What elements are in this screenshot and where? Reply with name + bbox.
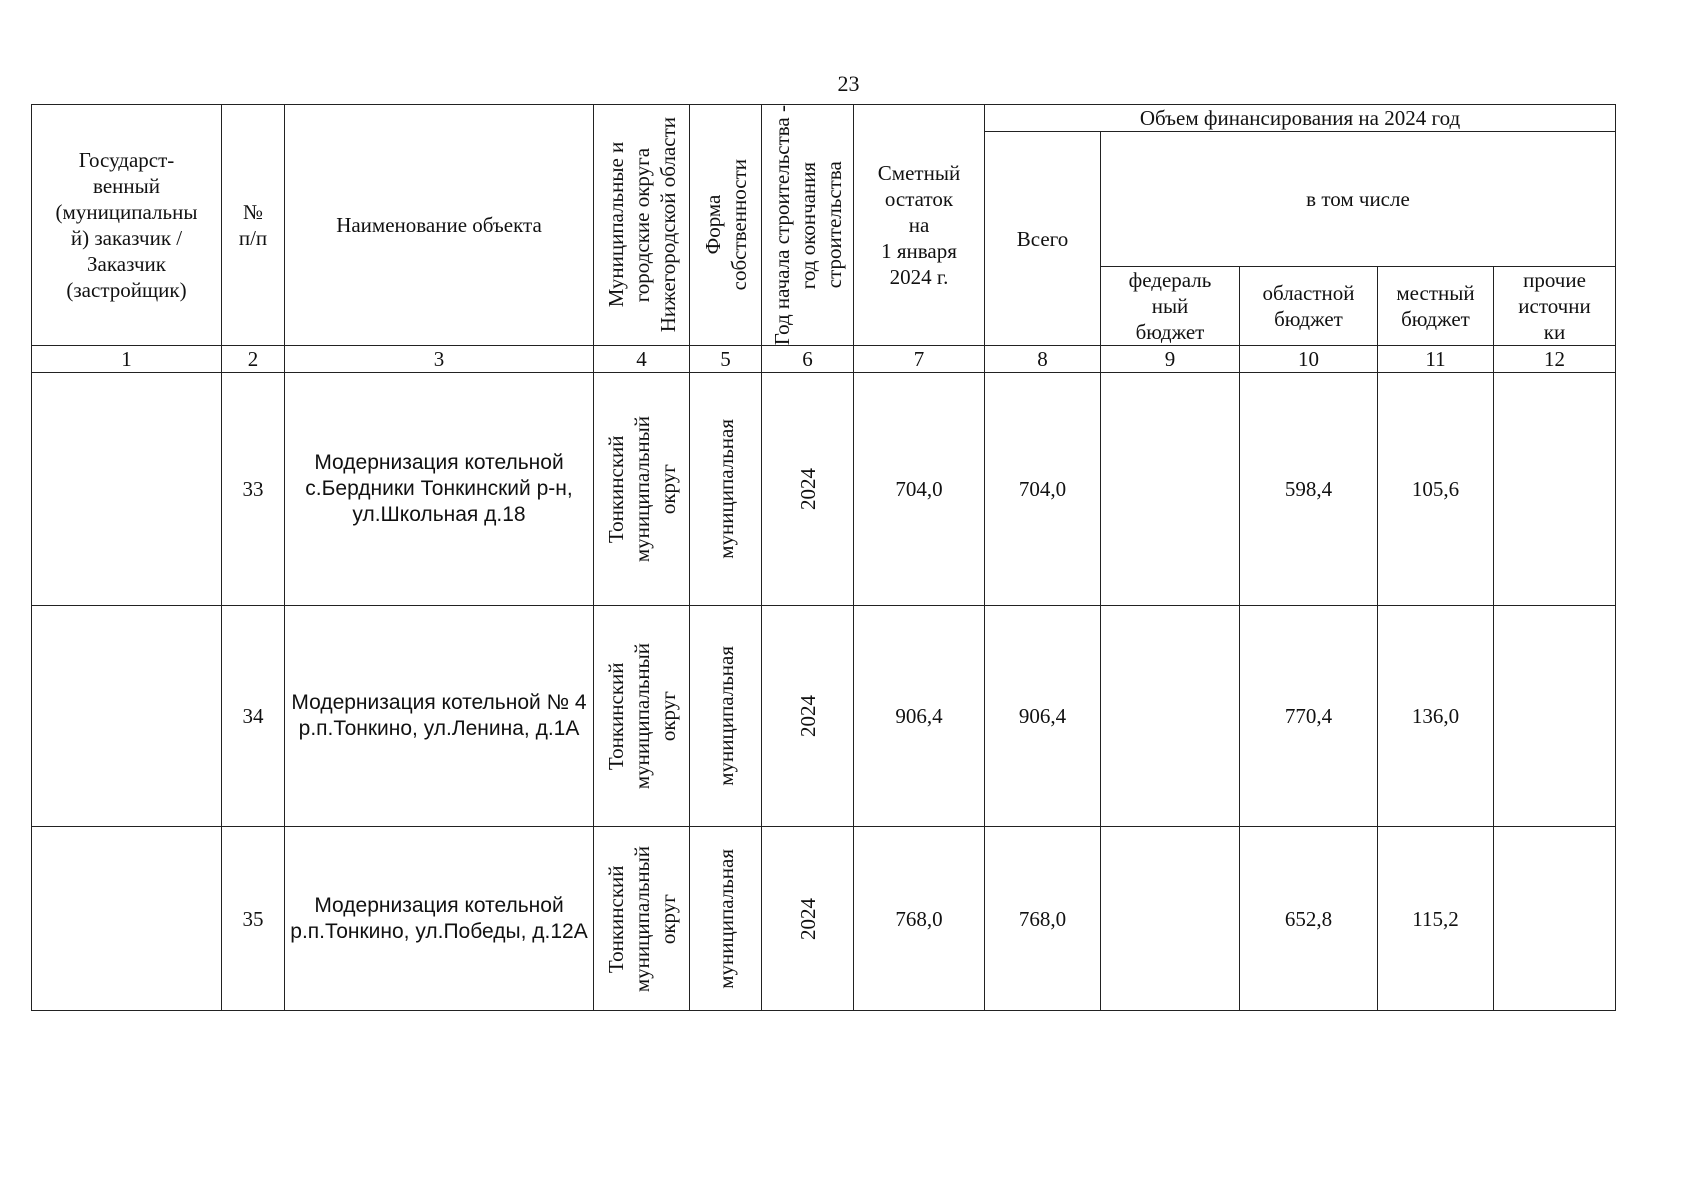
other-cell bbox=[1494, 606, 1616, 827]
municipality-cell bbox=[594, 373, 690, 606]
ownership-text: муниципальная bbox=[713, 419, 738, 560]
table-row bbox=[32, 827, 1616, 1011]
other-cell bbox=[1494, 373, 1616, 606]
regional-cell: 770,4 bbox=[1240, 606, 1378, 827]
federal-cell bbox=[1101, 373, 1240, 606]
customer-cell bbox=[32, 827, 222, 1011]
header-local-label: местный бюджет bbox=[1396, 281, 1475, 332]
estimate-cell: 768,0 bbox=[854, 827, 985, 1011]
federal-cell bbox=[1101, 827, 1240, 1011]
local-cell: 105,6 bbox=[1378, 373, 1494, 606]
ownership-cell bbox=[690, 827, 762, 1011]
object-name-cell: Модернизация котельной № 4 р.п.Тонкино, ул.Ленина, д.1А bbox=[285, 606, 594, 827]
header-total-label: Всего bbox=[1016, 226, 1069, 251]
total-cell: 704,0 bbox=[985, 373, 1101, 606]
years-cell bbox=[762, 373, 854, 606]
header-estimate bbox=[854, 105, 985, 346]
column-number: 1 bbox=[32, 346, 222, 373]
financing-table bbox=[31, 104, 1616, 1011]
ownership-cell bbox=[690, 373, 762, 606]
column-number: 3 bbox=[285, 346, 594, 373]
header-funding-group-label: Объем финансирования на 2024 год bbox=[1139, 106, 1461, 130]
municipality-cell bbox=[594, 827, 690, 1011]
years-cell bbox=[762, 827, 854, 1011]
regional-cell: 652,8 bbox=[1240, 827, 1378, 1011]
header-object-name bbox=[285, 105, 594, 346]
column-number: 4 bbox=[594, 346, 690, 373]
column-number: 8 bbox=[985, 346, 1101, 373]
header-including bbox=[1101, 132, 1616, 267]
total-cell: 906,4 bbox=[985, 606, 1101, 827]
column-number: 6 bbox=[762, 346, 854, 373]
header-regional-label: областной бюджет bbox=[1262, 281, 1355, 332]
municipality-text: Тонкинский муниципальный округ bbox=[603, 845, 680, 992]
local-cell: 136,0 bbox=[1378, 606, 1494, 827]
row-number-cell: 33 bbox=[222, 373, 285, 606]
column-number: 5 bbox=[690, 346, 762, 373]
object-name-cell: Модернизация котельной р.п.Тонкино, ул.Победы, д.12А bbox=[285, 827, 594, 1011]
header-federal bbox=[1101, 267, 1240, 346]
header-total bbox=[985, 132, 1101, 346]
header-federal-label: федераль ный бюджет bbox=[1128, 268, 1212, 345]
header-years bbox=[762, 105, 854, 346]
row-number-cell: 34 bbox=[222, 606, 285, 827]
header-other bbox=[1494, 267, 1616, 346]
header-regional bbox=[1240, 267, 1378, 346]
federal-cell bbox=[1101, 606, 1240, 827]
object-name-cell: Модернизация котельной с.Бердники Тонкинский р-н, ул.Школьная д.18 bbox=[285, 373, 594, 606]
years-text: 2024 bbox=[795, 897, 820, 940]
header-object-name-label: Наименование объекта bbox=[336, 213, 542, 238]
header-number bbox=[222, 105, 285, 346]
header-estimate-label: Сметный остаток на 1 января 2024 г. bbox=[877, 161, 961, 290]
customer-cell bbox=[32, 606, 222, 827]
column-number: 10 bbox=[1240, 346, 1378, 373]
table-row bbox=[32, 606, 1616, 827]
header-ownership-label: Форма собственности bbox=[700, 159, 751, 291]
header-municipality bbox=[594, 105, 690, 346]
header-other-label: прочие источни ки bbox=[1518, 268, 1591, 345]
column-number: 2 bbox=[222, 346, 285, 373]
column-number: 9 bbox=[1101, 346, 1240, 373]
customer-cell bbox=[32, 373, 222, 606]
regional-cell: 598,4 bbox=[1240, 373, 1378, 606]
years-text: 2024 bbox=[795, 468, 820, 511]
header-ownership bbox=[690, 105, 762, 346]
ownership-text: муниципальная bbox=[713, 646, 738, 787]
estimate-cell: 704,0 bbox=[854, 373, 985, 606]
header-local bbox=[1378, 267, 1494, 346]
years-cell bbox=[762, 606, 854, 827]
header-including-label: в том числе bbox=[1306, 187, 1410, 212]
row-number-cell: 35 bbox=[222, 827, 285, 1011]
page-number: 23 bbox=[837, 71, 860, 96]
column-number: 12 bbox=[1494, 346, 1616, 373]
ownership-text: муниципальная bbox=[713, 848, 738, 989]
municipality-cell bbox=[594, 606, 690, 827]
header-municipality-label: Муниципальные и городские округа Нижегородской области bbox=[603, 117, 680, 333]
municipality-text: Тонкинский муниципальный округ bbox=[603, 416, 680, 563]
column-number: 7 bbox=[854, 346, 985, 373]
column-number-row bbox=[32, 346, 1616, 373]
header-customer-label: Государст- венный (муниципальны й) заказчик / Заказчик (застройщик) bbox=[55, 148, 198, 303]
header-number-label: № п/п bbox=[238, 200, 268, 251]
column-number: 11 bbox=[1378, 346, 1494, 373]
total-cell: 768,0 bbox=[985, 827, 1101, 1011]
header-customer bbox=[32, 105, 222, 346]
local-cell: 115,2 bbox=[1378, 827, 1494, 1011]
table-row bbox=[32, 373, 1616, 606]
estimate-cell: 906,4 bbox=[854, 606, 985, 827]
other-cell bbox=[1494, 827, 1616, 1011]
header-years-label: Год начала строительства - год окончания строительства bbox=[769, 105, 846, 346]
ownership-cell bbox=[690, 606, 762, 827]
header-funding-group bbox=[985, 105, 1616, 132]
years-text: 2024 bbox=[795, 695, 820, 738]
municipality-text: Тонкинский муниципальный округ bbox=[603, 643, 680, 790]
